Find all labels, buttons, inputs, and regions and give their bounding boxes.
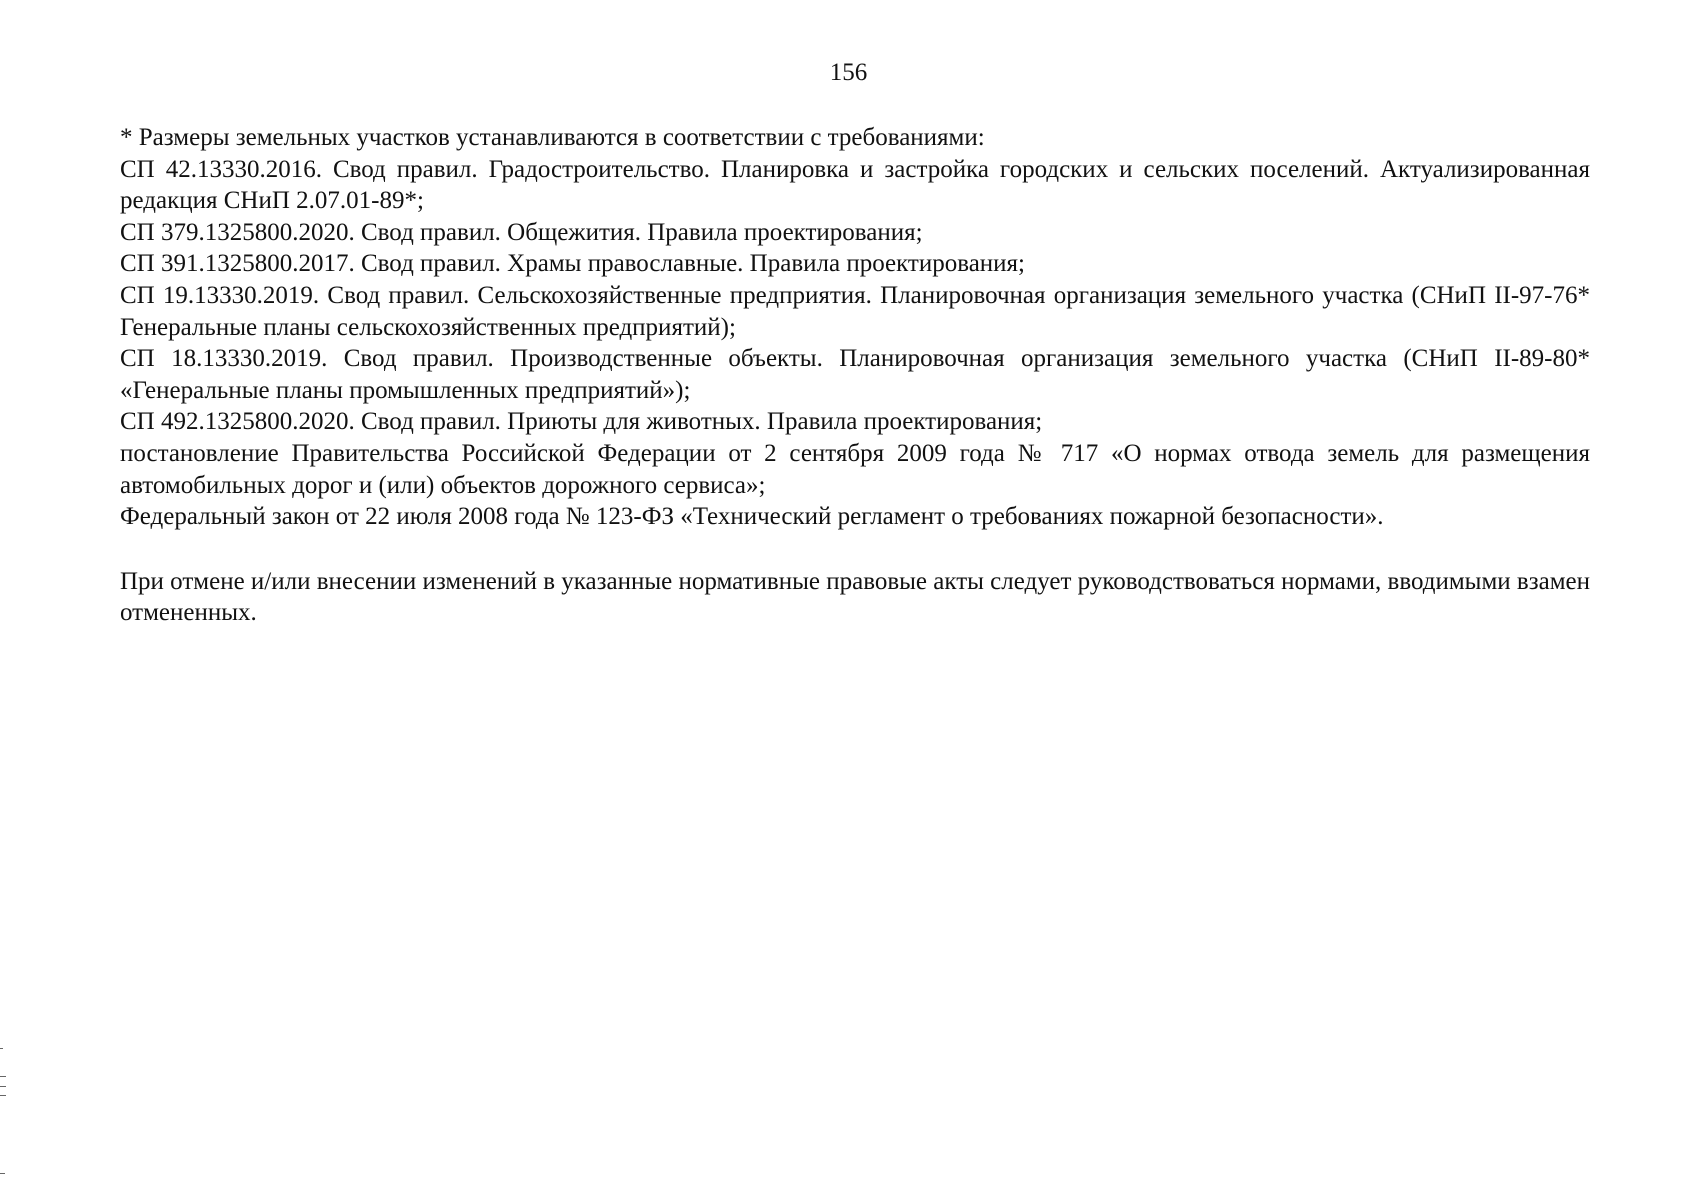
footnote-intro: * Размеры земельных участков устанавливаются в соответствии с требованиями: — [120, 124, 985, 151]
scan-edge-marks — [0, 1048, 8, 1188]
page-number: 156 — [829, 59, 868, 86]
reference-sp-19: СП 19.13330.2019. Свод правил. Сельскохозяйственные предприятия. Планировочная организация земельного участка (СНиП II-97-76* Генеральные планы сельскохозяйственных предприятий); — [120, 281, 1590, 341]
reference-government-decree-717: постановление Правительства Российской Федерации от 2 сентября 2009 года № 717 «О нормах отвода земель для размещения автомобильных дорог и (или) объектов дорожного сервиса»; — [120, 439, 1590, 499]
document-body — [120, 122, 1590, 629]
paragraph-gap — [120, 533, 1590, 566]
closing-note: При отмене и/или внесении изменений в указанные нормативные правовые акты следует руководствоваться нормами, вводимыми взамен отмененных. — [120, 567, 1590, 627]
reference-sp-379: СП 379.1325800.2020. Свод правил. Общежития. Правила проектирования; — [120, 218, 923, 246]
reference-sp-18: СП 18.13330.2019. Свод правил. Производственные объекты. Планировочная организация земельного участка (СНиП II-89-80* «Генеральные планы промышленных предприятий»); — [120, 345, 1590, 404]
reference-federal-law-123: Федеральный закон от 22 июля 2008 года № 123-ФЗ «Технический регламент о требованиях пожарной безопасности». — [120, 503, 1384, 531]
reference-sp-42: СП 42.13330.2016. Свод правил. Градостроительство. Планировка и застройка городских и сельских поселений. Актуализированная редакция СНиП 2.07.01-89*; — [120, 155, 1590, 215]
reference-sp-492: СП 492.1325800.2020. Свод правил. Приюты для животных. Правила проектирования; — [120, 408, 1043, 436]
reference-sp-391: СП 391.1325800.2017. Свод правил. Храмы православные. Правила проектирования; — [120, 250, 1025, 278]
